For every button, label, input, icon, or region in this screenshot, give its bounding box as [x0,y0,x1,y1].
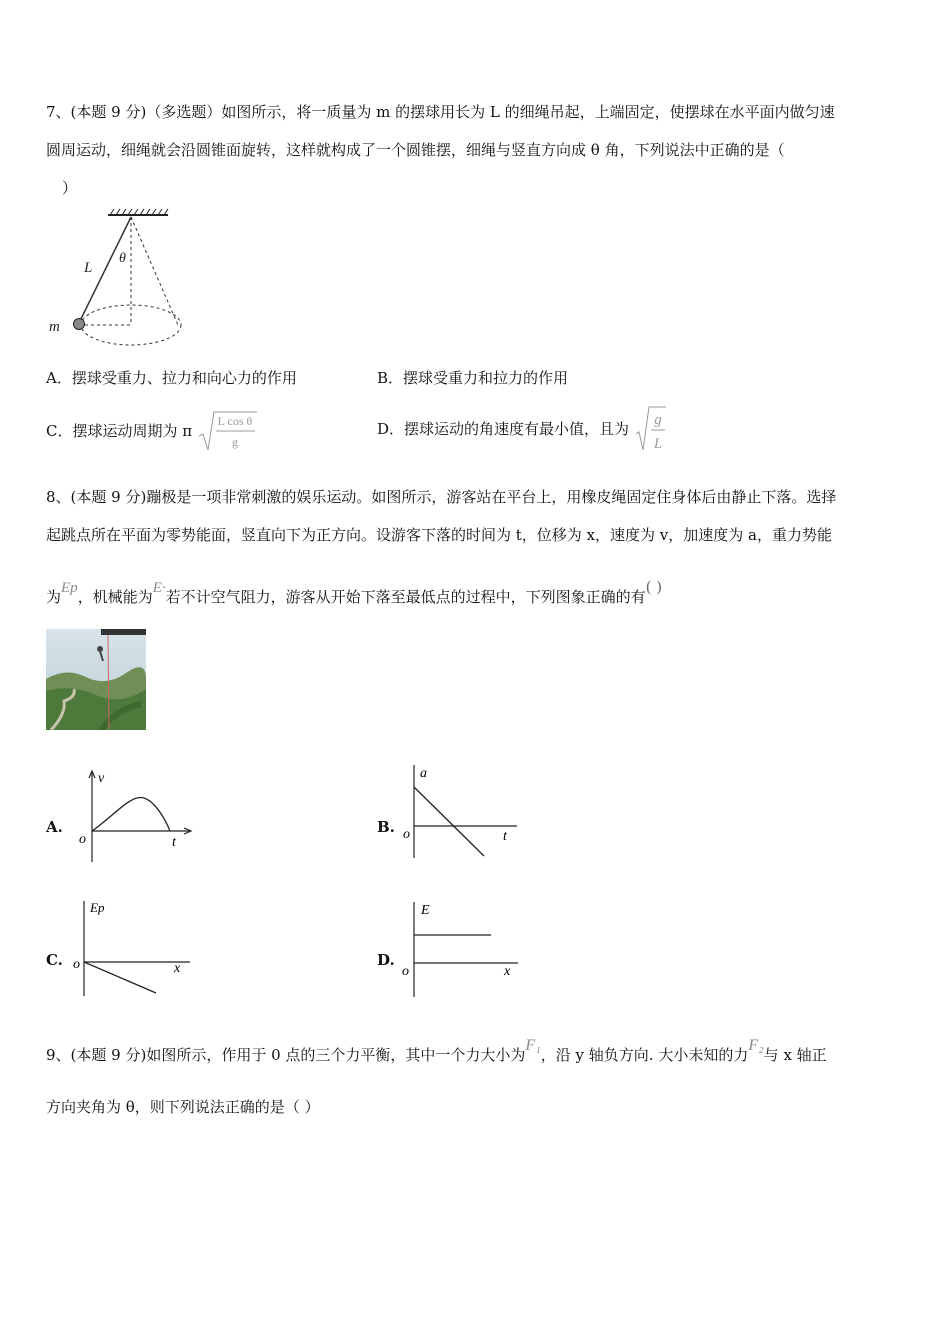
q8-graph-c-xaxis: x [174,961,181,976]
q8-line3-b: ，机械能为 [77,588,153,606]
q8-graph-b[interactable] [400,760,520,860]
q9-F1: F₁ [525,1037,541,1054]
q8-line3-paren: ( ) [645,578,663,596]
q9-line1-c: 与 x 轴正 [763,1046,827,1064]
q8-graph-b-yaxis: a [420,766,427,781]
label-m: m [49,319,60,335]
q8-graph-d-origin: o [402,964,409,979]
q8-text-line1: 8、(本题 9 分)蹦极是一项非常刺激的娱乐运动。如图所示，游客站在平台上，用橡皮绳固定住身体后由静止下落。选择 [46,488,837,506]
q7-option-c-denominator: g [231,435,238,449]
q8-option-a-label[interactable]: A. [46,818,63,836]
q8-line3-a: 为 [46,588,62,606]
q8-graph-a-origin: o [79,832,86,847]
q8-option-b-label[interactable]: B. [377,818,395,836]
q9-line1-a: 9、(本题 9 分)如图所示，作用于 0 点的三个力平衡，其中一个力大小为 [46,1046,526,1064]
q7-option-d-denominator: L [653,436,662,452]
q8-graph-a-yaxis: v [98,771,105,786]
q7-option-c[interactable] [46,408,259,454]
q7-conical-pendulum-figure [46,205,186,355]
q8-text-line3 [46,580,662,614]
q8-graph-c-yaxis: Ep [90,900,105,915]
q8-graph-b-origin: o [403,827,410,842]
q8-text-line2: 起跳点所在平面为零势能面，竖直向下为正方向。设游客下落的时间为 t，位移为 x，速度为 v，加速度为 a，重力势能 [46,526,832,544]
label-theta: θ [119,251,126,266]
bungee-photo [46,629,146,730]
q8-graph-c[interactable] [70,896,195,998]
q7-option-d-numerator: g [654,412,662,428]
q8-line3-Ep: Ep [61,580,78,596]
q7-option-c-text: C．摆球运动周期为 π [46,422,193,440]
q9-F2: F₂ [748,1037,764,1054]
q8-graph-a-xaxis: t [172,835,176,850]
q8-line3-c: 若不计空气阻力，游客从开始下落至最低点的过程中，下列图象正确的有 [165,588,646,606]
q7-text-line1: 7、(本题 9 分)（多选题）如图所示，将一质量为 m 的摆球用长为 L 的细绳吊起，上端固定，使摆球在水平面内做匀速 [46,103,835,121]
q7-option-d-formula [634,404,668,454]
q7-option-b[interactable]: B．摆球受重力和拉力的作用 [377,369,569,387]
q9-text-line2: 方向夹角为 θ，则下列说法正确的是（ ） [46,1098,320,1116]
q9-text-line1 [46,1036,827,1070]
q8-graph-c-origin: o [73,957,80,972]
q8-graph-d-xaxis: x [504,964,511,979]
q7-text-line2: 圆周运动，细绳就会沿圆锥面旋转，这样就构成了一个圆锥摆，细绳与竖直方向成 θ 角，下列说法中正确的是（ [46,141,785,159]
q9-line1-b: ，沿 y 轴负方向. 大小未知的力 [540,1046,749,1064]
q8-graph-d-yaxis: E [421,903,430,918]
q7-option-c-formula [197,408,259,454]
q7-option-c-numerator: L cos θ [217,414,253,428]
q7-text-line3: ） [62,179,78,197]
q8-graph-a[interactable] [76,766,196,866]
q8-graph-d[interactable] [400,897,525,999]
q7-option-d[interactable] [377,404,668,454]
q7-option-d-text: D．摆球运动的角速度有最小值，且为 [377,420,630,438]
q8-graph-b-xaxis: t [503,829,507,844]
q8-option-c-label[interactable]: C. [46,951,63,969]
label-L: L [84,260,93,276]
q7-option-a[interactable]: A．摆球受重力、拉力和向心力的作用 [46,369,297,387]
q8-option-d-label[interactable]: D. [377,951,395,969]
q8-line3-E: E· [152,580,166,596]
